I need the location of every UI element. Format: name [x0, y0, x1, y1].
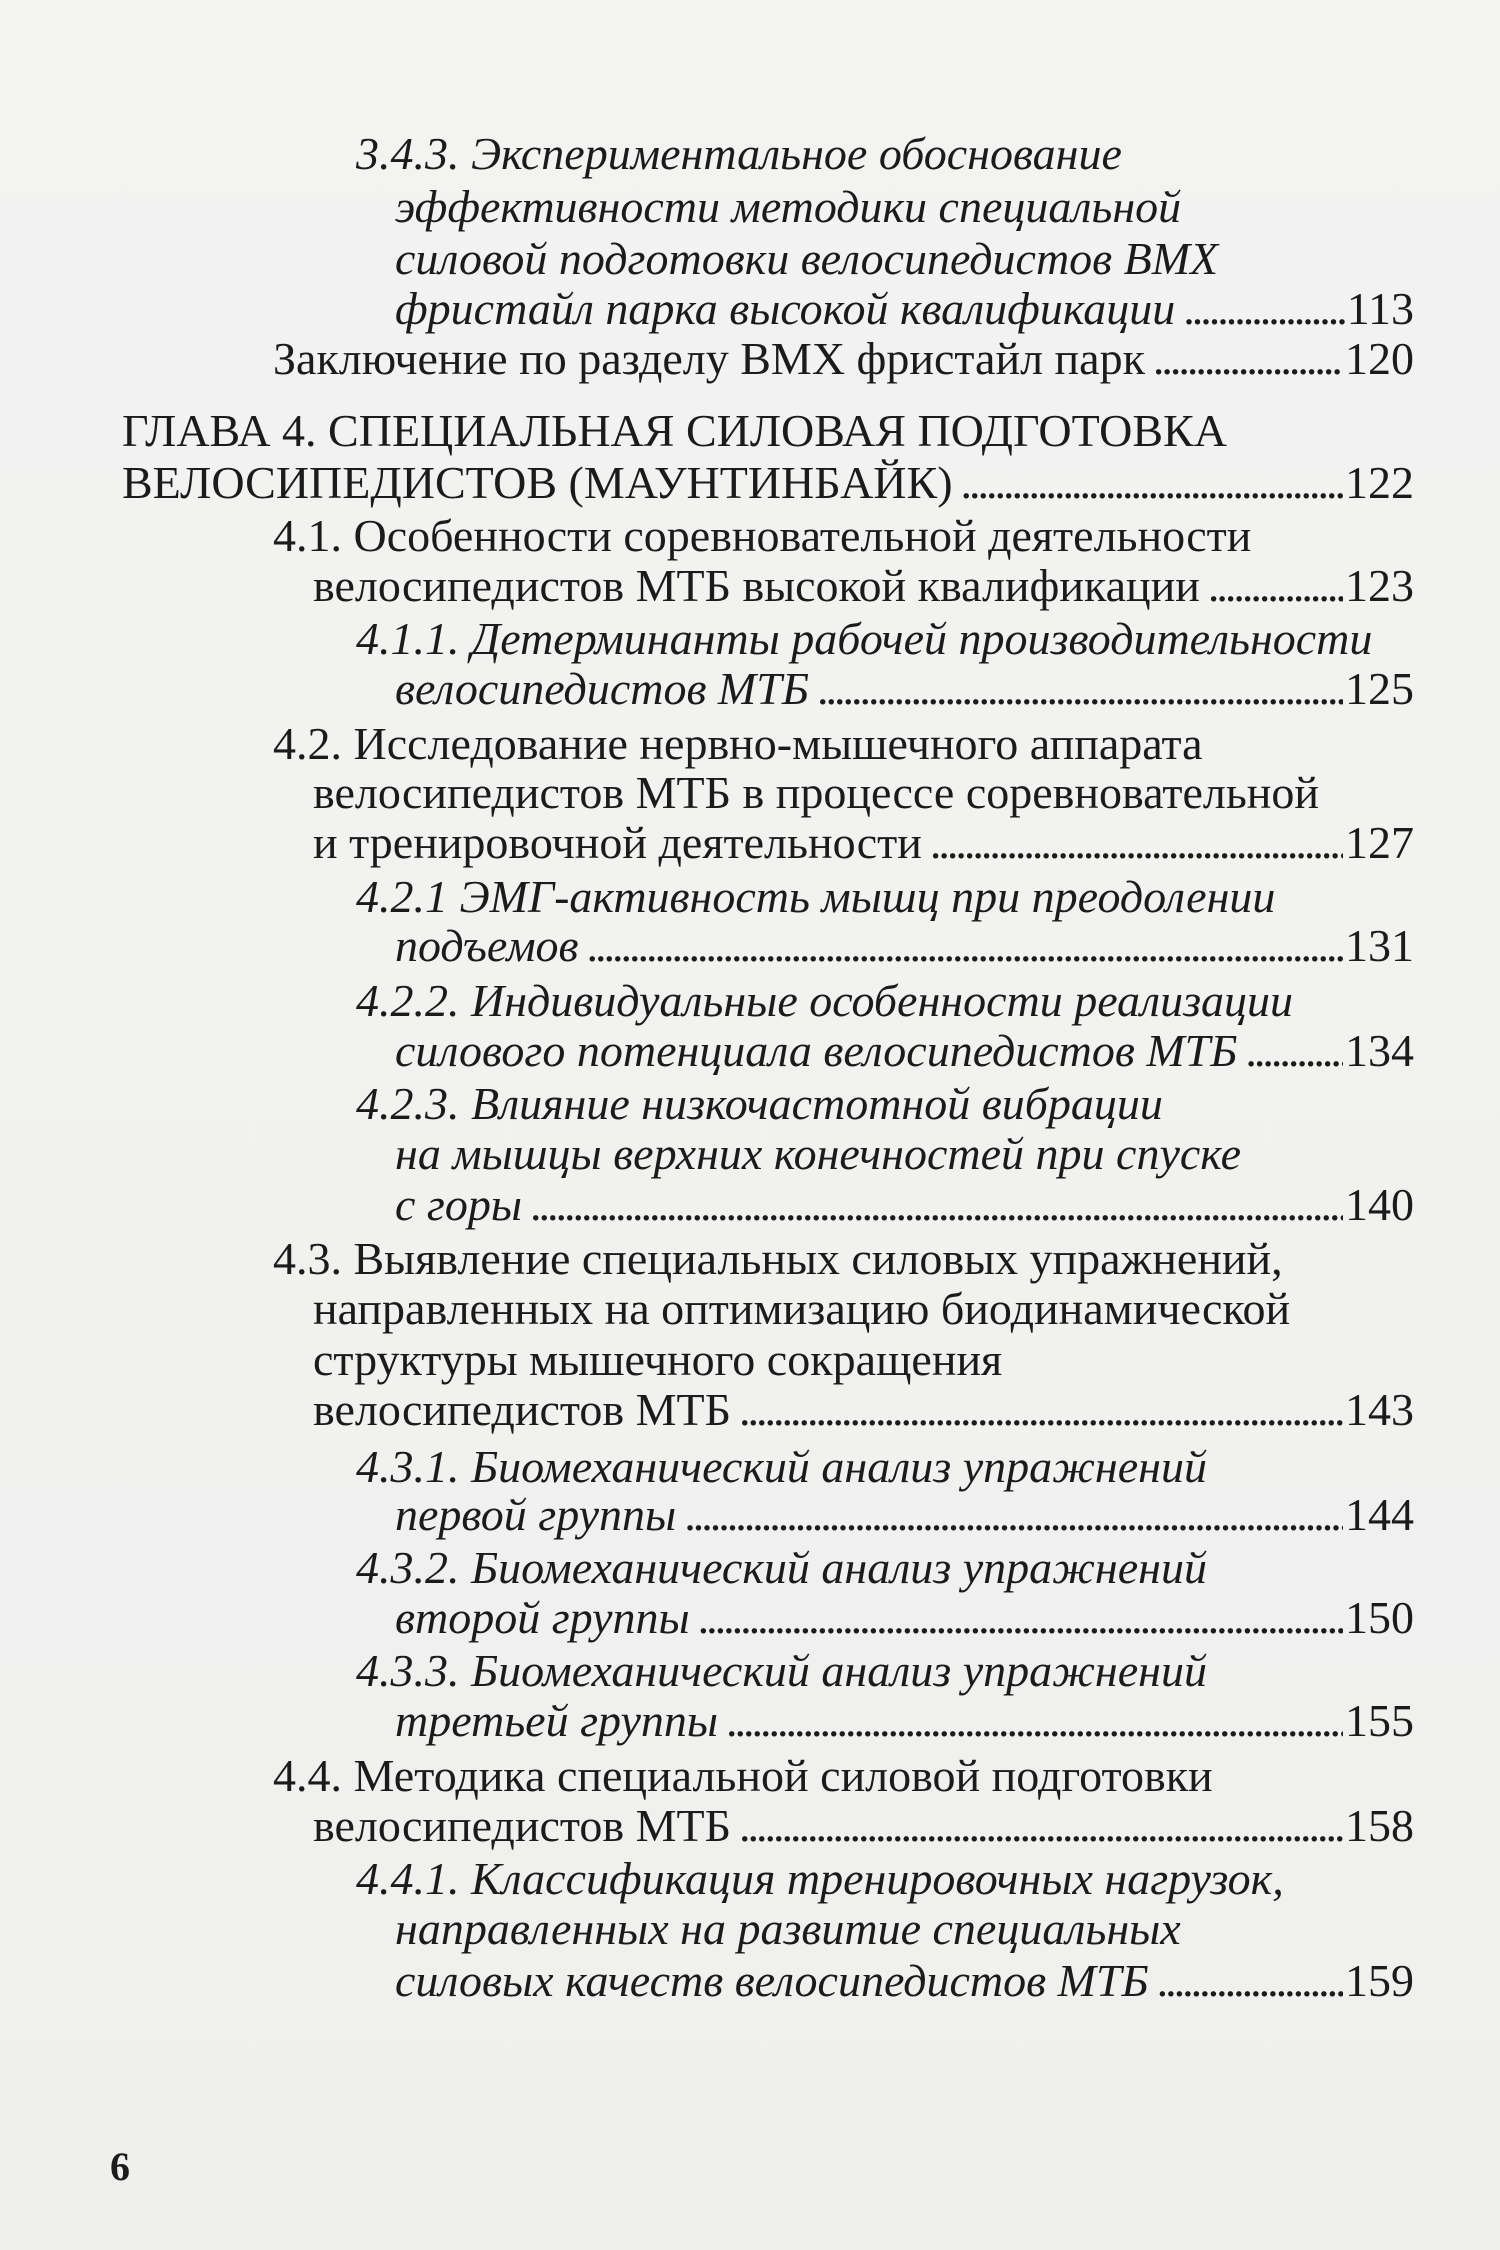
toc-line-text: велосипедистов МТБ высокой квалификации [313, 560, 1200, 611]
toc-page-number: 120 [1345, 333, 1414, 384]
toc-page-number: 127 [1345, 817, 1414, 868]
toc-line [395, 1904, 1414, 1954]
toc-line-text: 4.2. Исследование нервно-мышечного аппарата [273, 718, 1203, 769]
toc-line [313, 1284, 1414, 1334]
toc-line [273, 719, 1414, 769]
toc-line-text: 4.3.1. Биомеханический анализ упражнений [356, 1441, 1207, 1492]
toc-page-number: 134 [1345, 1025, 1414, 1076]
dot-leader [698, 1593, 1343, 1643]
toc-line [273, 334, 1414, 384]
toc-line-text: 4.3.2. Биомеханический анализ упражнений [356, 1542, 1207, 1593]
dot-leader [587, 921, 1343, 971]
toc-line [356, 1646, 1414, 1696]
toc-line-text: велосипедистов МТБ [313, 1800, 731, 1851]
toc-line [356, 1854, 1414, 1904]
toc-line-text: силовой подготовки велосипедистов BMX [395, 233, 1219, 284]
toc-line [356, 1079, 1414, 1129]
toc-line [395, 1129, 1414, 1179]
dot-leader [739, 1801, 1343, 1851]
toc-line [395, 1026, 1414, 1076]
toc-line-text: 4.3. Выявление специальных силовых упражнений, [273, 1233, 1283, 1284]
toc-page-number: 150 [1345, 1592, 1414, 1643]
toc-line [273, 1751, 1414, 1801]
toc-line [395, 1490, 1414, 1540]
toc-line-text: 4.2.2. Индивидуальные особенности реализации [356, 975, 1294, 1026]
toc-page-number: 123 [1345, 560, 1414, 611]
toc-line-text: первой группы [395, 1489, 677, 1540]
toc-line [273, 511, 1414, 561]
dot-leader [726, 1696, 1343, 1746]
toc-line [395, 234, 1414, 284]
toc-line [395, 182, 1414, 232]
toc-line [356, 1442, 1414, 1492]
toc-line-text: третьей группы [395, 1695, 719, 1746]
toc-line-text: 4.4.1. Классификация тренировочных нагрузок, [356, 1853, 1284, 1904]
toc-line-text: силовых качеств велосипедистов МТБ [395, 1955, 1149, 2006]
toc-line-text: фристайл парка высокой квалификации [395, 283, 1176, 334]
toc-page-number: 140 [1345, 1179, 1414, 1230]
toc-line [356, 614, 1414, 664]
dot-leader [739, 1385, 1343, 1435]
toc-line-text: эффективности методики специальной [395, 181, 1182, 232]
dot-leader [930, 818, 1343, 868]
toc-line-text: ВЕЛОСИПЕДИСТОВ (МАУНТИНБАЙК) [122, 457, 953, 508]
toc-page-number: 143 [1345, 1384, 1414, 1435]
toc-line [356, 872, 1414, 922]
dot-leader [961, 458, 1343, 508]
toc-line-text: на мышцы верхних конечностей при спуске [395, 1128, 1242, 1179]
toc-line-text: Заключение по разделу BMX фристайл парк [273, 333, 1145, 384]
dot-leader [1153, 334, 1343, 384]
toc-line [313, 818, 1414, 868]
toc-line-text: направленных на развитие специальных [395, 1903, 1181, 1954]
toc-line [395, 1956, 1414, 2006]
toc-line-text: второй группы [395, 1592, 690, 1643]
toc-line-text: 4.1. Особенности соревновательной деятельности [273, 510, 1252, 561]
toc-line-text: 4.2.3. Влияние низкочастотной вибрации [356, 1078, 1163, 1129]
toc-line [273, 1234, 1414, 1284]
page-number: 6 [110, 2144, 130, 2189]
toc-line-text: структуры мышечного сокращения [313, 1334, 1003, 1385]
toc-line-text: и тренировочной деятельности [313, 817, 922, 868]
toc-line-text: силового потенциала велосипедистов МТБ [395, 1025, 1238, 1076]
toc-line [395, 1696, 1414, 1746]
toc-line [122, 458, 1414, 508]
toc-line [395, 1593, 1414, 1643]
toc-line-text: ГЛАВА 4. СПЕЦИАЛЬНАЯ СИЛОВАЯ ПОДГОТОВКА [122, 405, 1227, 456]
toc-page-number: 155 [1345, 1695, 1414, 1746]
toc-line [395, 921, 1414, 971]
toc-line [313, 561, 1414, 611]
toc-page-number: 131 [1345, 920, 1414, 971]
toc-line [313, 768, 1414, 818]
toc-line-text: велосипедистов МТБ [395, 663, 809, 714]
dot-leader [1183, 284, 1345, 334]
toc-line-text: 3.4.3. Экспериментальное обоснование [356, 128, 1122, 179]
toc-line [313, 1335, 1414, 1385]
toc-line [356, 976, 1414, 1026]
toc-line [122, 406, 1414, 456]
toc-line-text: с горы [395, 1179, 523, 1230]
toc-line-text: 4.2.1 ЭМГ-активность мышц при преодолении [356, 871, 1276, 922]
toc-line-text: 4.3.3. Биомеханический анализ упражнений [356, 1645, 1207, 1696]
toc-line [313, 1801, 1414, 1851]
dot-leader [1157, 1956, 1343, 2006]
dot-leader [530, 1180, 1343, 1230]
toc-line-text: велосипедистов МТБ [313, 1384, 731, 1435]
toc-page-number: 113 [1346, 283, 1414, 334]
toc-line [395, 1180, 1414, 1230]
dot-leader [1245, 1026, 1343, 1076]
toc-line-text: 4.1.1. Детерминанты рабочей производительности [356, 613, 1373, 664]
dot-leader [817, 664, 1343, 714]
toc-line [395, 284, 1414, 334]
toc-line [313, 1385, 1414, 1435]
toc-line-text: направленных на оптимизацию биодинамической [313, 1283, 1291, 1334]
dot-leader [684, 1490, 1343, 1540]
toc-line [356, 129, 1414, 179]
toc-line-text: подъемов [395, 920, 579, 971]
toc-page-number: 122 [1345, 457, 1414, 508]
toc-line-text: 4.4. Методика специальной силовой подготовки [273, 1750, 1213, 1801]
toc-page-number: 125 [1345, 663, 1414, 714]
dot-leader [1208, 561, 1343, 611]
toc-line [395, 664, 1414, 714]
toc-page-number: 158 [1345, 1800, 1414, 1851]
toc-line-text: велосипедистов МТБ в процессе соревновательной [313, 767, 1320, 818]
toc-page-number: 144 [1345, 1489, 1414, 1540]
toc-page-number: 159 [1345, 1955, 1414, 2006]
toc-line [356, 1543, 1414, 1593]
